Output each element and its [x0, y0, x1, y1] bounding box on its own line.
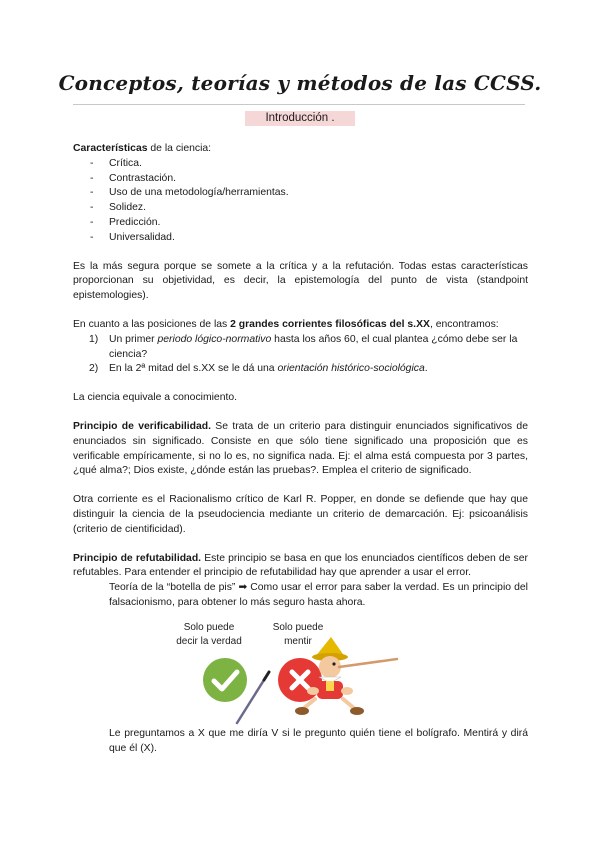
item-text: hasta los años 60, el cual plantea ¿cómo debe ser la ciencia?	[109, 333, 518, 360]
title-divider	[73, 104, 525, 105]
truth-lie-figure	[73, 617, 528, 717]
page-title: Conceptos, teorías y métodos de las CCSS.	[58, 71, 542, 95]
currents-list	[73, 333, 528, 377]
currents-intro-a: En cuanto a las posiciones de las	[73, 318, 231, 330]
refutabilidad-heading: Principio de refutabilidad.	[73, 552, 202, 564]
left-caption	[169, 621, 249, 649]
characteristics-intro	[73, 142, 528, 157]
list-item: - Uso de una metodología/herramientas.	[73, 186, 528, 201]
paragraph-botella: Teoría de la “botella de pis” ➡ Como usar el error para saber la verdad. Es un principio del falsacionismo, para obtener lo más seguro hasta ahora.	[109, 582, 528, 608]
item-italic: orientación histórico-sociológica	[277, 363, 425, 375]
refutabilidad-text: Este principio se basa en que los enunciados científicos deben de ser refutables. Para entender el principio de refutabilidad hay que aprender a usar el error.	[73, 552, 528, 579]
paragraph-pregunta: Le preguntamos a X que me diría V si le pregunto quién tiene el bolígrafo. Mentirá y dirá que él (X).	[109, 727, 528, 754]
right-caption-line-1: Solo puede	[272, 621, 324, 633]
characteristics-list	[73, 157, 528, 246]
list-item: - Crítica.	[73, 157, 528, 172]
pinocchio-icon	[293, 635, 403, 719]
paragraph-refutabilidad	[73, 552, 528, 582]
list-item: - Contrastación.	[73, 172, 528, 187]
item-italic: periodo lógico-normativo	[157, 333, 272, 345]
item-text: Un primer	[109, 333, 158, 345]
verificabilidad-heading: Principio de verificabilidad.	[73, 420, 211, 432]
currents-intro-bold: 2 grandes corrientes filosóficas del s.XX	[230, 318, 430, 330]
paragraph-verificabilidad	[73, 420, 528, 479]
item-text: .	[424, 363, 428, 375]
section-badge: Introducción .	[245, 111, 355, 126]
list-item: - Solidez.	[73, 201, 528, 216]
list-number: 2)	[89, 363, 99, 375]
list-item: - Predicción.	[73, 216, 528, 231]
characteristics-bold: Características	[73, 143, 148, 154]
paragraph-segura: Es la más segura porque se somete a la crítica y a la refutación. Todas estas características proporcionan su objetividad, es decir, la epistemología del punto de vista (standpoint epistemologies).	[73, 260, 528, 302]
list-item: - Universalidad.	[73, 231, 528, 246]
paragraph-popper: Otra corriente es el Racionalismo crítico de Karl R. Popper, en donde se defiende que hay que distinguir la ciencia de la pseudociencia mediante un criterio de demarcación. Ej: psicoanálisis (criterio de cientificidad).	[73, 494, 528, 535]
list-item	[73, 333, 528, 363]
pencil-icon	[233, 669, 273, 727]
list-number: 1)	[89, 333, 99, 345]
document-body	[73, 142, 528, 756]
left-caption-line-2: decir la verdad	[176, 635, 242, 647]
paragraph-equivale: La ciencia equivale a conocimiento.	[73, 392, 238, 404]
currents-intro	[73, 318, 528, 333]
list-item	[73, 362, 528, 377]
item-text: En la 2ª mitad del s.XX se le dá una	[109, 363, 278, 375]
right-caption-line-2: mentir	[284, 635, 312, 647]
currents-intro-b: , encontramos:	[429, 318, 499, 330]
verificabilidad-text: Se trata de un criterio para distinguir enunciados significativos de enunciados sin significado. Consiste en que sólo tiene significado una proposición que es verificable empíricamente, si no lo es, no significa nada. Ej: el alma está compuesta por 3 partes, ¿qué alma?; Dios existe, ¿dónde están las pruebas?. Emplea el criterio de significado.	[73, 420, 528, 477]
left-caption-line-1: Solo puede	[183, 621, 235, 633]
characteristics-rest: de la ciencia:	[147, 143, 212, 154]
